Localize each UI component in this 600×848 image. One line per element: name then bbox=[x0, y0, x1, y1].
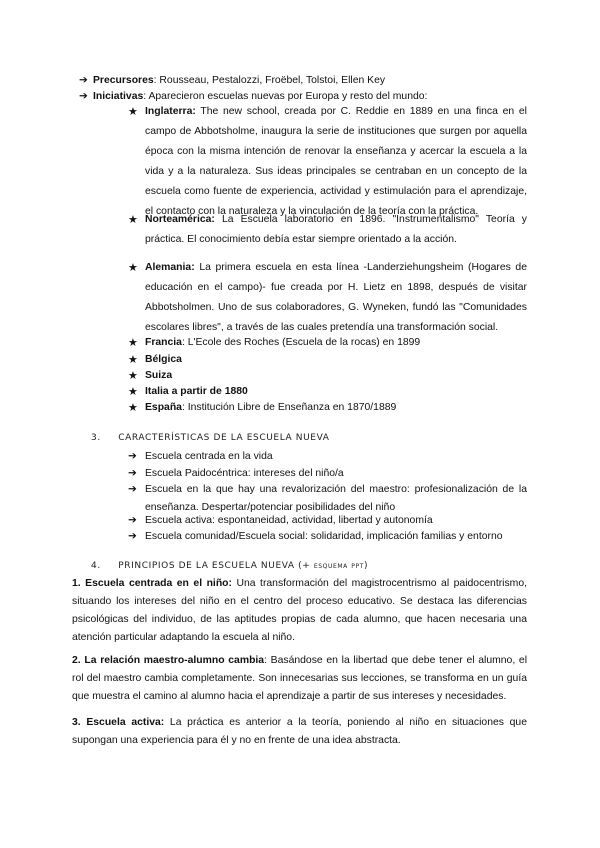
country-text: : Institución Libre de Enseñanza en 1870/1889 bbox=[181, 402, 397, 413]
precursores-text: : Rousseau, Pestalozzi, Froëbel, Tolstoi, Ellen Key bbox=[153, 75, 386, 86]
star-icon: ★ bbox=[128, 386, 138, 398]
country-label: Alemania: bbox=[145, 262, 195, 273]
country-label: Italia a partir de 1880 bbox=[145, 386, 248, 397]
country-label: Bélgica bbox=[145, 354, 182, 365]
star-icon: ★ bbox=[128, 402, 138, 414]
right-arrow-icon: ➔ bbox=[79, 91, 88, 102]
list-item-text: Escuela centrada en la vida bbox=[145, 451, 273, 462]
star-icon: ★ bbox=[128, 214, 138, 226]
iniciativas-text: : Aparecieron escuelas nuevas por Europa y resto del mundo: bbox=[143, 91, 428, 102]
list-item bbox=[128, 528, 527, 546]
list-item-text: Escuela comunidad/Escuela social: solidaridad, implicación familias y entorno bbox=[145, 531, 503, 542]
country-text: : L'Ecole des Roches (Escuela de la rocas) en 1899 bbox=[181, 337, 421, 348]
principle-text: La práctica es anterior a la teoría, poniendo al niño en situaciones que supongan una experiencia para él y no en frente de una idea abstracta. bbox=[72, 717, 527, 746]
principle-paragraph bbox=[72, 714, 527, 750]
star-icon: ★ bbox=[128, 354, 138, 366]
country-item bbox=[128, 102, 527, 222]
principle-label: 3. Escuela activa: bbox=[72, 717, 165, 728]
country-text: La primera escuela en esta línea -Landerziehungsheim (Hogares de educación en el campo)- fue creada por H. Lietz en 1898, después de visitar Abbotsholmen. Uno de sus colaboradores, G. Wyneken, fundó las "Comunidades escolares libres", a través de las cuales pretendía una transformación social. bbox=[145, 262, 527, 333]
principle-text: : Basándose en la libertad que debe tener el alumno, el rol del maestro cambia completamente. Son innecesarias sus lecciones, se transforma en un guía que muestra el camino al alumno hacia el aprendizaje a partir de sus intereses y necesidades. bbox=[72, 655, 528, 702]
principle-text: Una transformación del magistrocentrismo al paidocentrismo, situando los intereses del niño en el centro del proceso educativo. Se destaca las diferencias psicológicas del individuo, de las aptitudes propias de cada alumno, que hacen necesaria una atención particular adaptando la escuela al niño. bbox=[72, 578, 527, 643]
country-label: Inglaterra: bbox=[145, 106, 196, 117]
iniciativas-label: Iniciativas bbox=[93, 91, 144, 102]
star-icon: ★ bbox=[128, 337, 138, 349]
right-arrow-icon: ➔ bbox=[128, 451, 137, 462]
star-icon: ★ bbox=[128, 106, 138, 118]
list-item-text: Escuela Paidocéntrica: intereses del niño/a bbox=[145, 468, 344, 479]
principle-paragraph bbox=[72, 652, 527, 706]
section-title: CARACTERÍSTICAS DE LA ESCUELA NUEVA bbox=[118, 433, 330, 443]
section-title: PRINCIPIOS DE LA ESCUELA NUEVA (+ esquema ppt) bbox=[118, 561, 369, 571]
section-number: 4. bbox=[91, 561, 101, 571]
principle-label: 1. Escuela centrada en el niño: bbox=[72, 578, 232, 589]
section-4-heading bbox=[91, 561, 368, 571]
principle-paragraph bbox=[72, 575, 527, 647]
country-label: España bbox=[145, 402, 182, 413]
country-text: The new school, creada por C. Reddie en 1889 en una finca en el campo de Abbotsholme, inaugura la serie de instituciones que surgen por aquella época con la misma intención de renovar la enseñanza y acercar la escuela a la vida y a la naturaleza. Sus ideas principales se centraban en un concepto de la escuela como fuente de experiencia, actividad y estimulación para el aprendizaje, el contacto con la naturaleza y la vinculación de la teoría con la práctica. bbox=[145, 106, 527, 217]
right-arrow-icon: ➔ bbox=[128, 531, 137, 542]
list-item-text: Escuela en la que hay una revalorización del maestro: profesionalización de la enseñanza. Despertar/potenciar posibilidades del niño bbox=[145, 484, 527, 513]
right-arrow-icon: ➔ bbox=[79, 75, 88, 86]
right-arrow-icon: ➔ bbox=[128, 484, 137, 495]
right-arrow-icon: ➔ bbox=[128, 515, 137, 526]
section-3-heading bbox=[91, 433, 330, 443]
right-arrow-icon: ➔ bbox=[128, 468, 137, 479]
country-label: Francia bbox=[145, 337, 182, 348]
country-item bbox=[128, 210, 527, 250]
country-text: La Escuela laboratorio en 1896. "Instrumentalismo" Teoría y práctica. El conocimiento debía estar siempre orientado a la acción. bbox=[145, 214, 527, 245]
country-item bbox=[128, 398, 527, 418]
section-number: 3. bbox=[91, 433, 101, 443]
star-icon: ★ bbox=[128, 370, 138, 382]
list-item-text: Escuela activa: espontaneidad, actividad, libertad y autonomía bbox=[145, 515, 433, 526]
precursores-label: Precursores bbox=[93, 75, 154, 86]
country-label: Norteamérica: bbox=[145, 214, 215, 225]
list-item bbox=[128, 448, 527, 466]
principle-label: 2. La relación maestro-alumno cambia bbox=[72, 655, 265, 666]
precursores-item bbox=[79, 73, 533, 88]
country-item bbox=[128, 258, 527, 338]
country-label: Suiza bbox=[145, 370, 173, 381]
star-icon: ★ bbox=[128, 262, 138, 274]
